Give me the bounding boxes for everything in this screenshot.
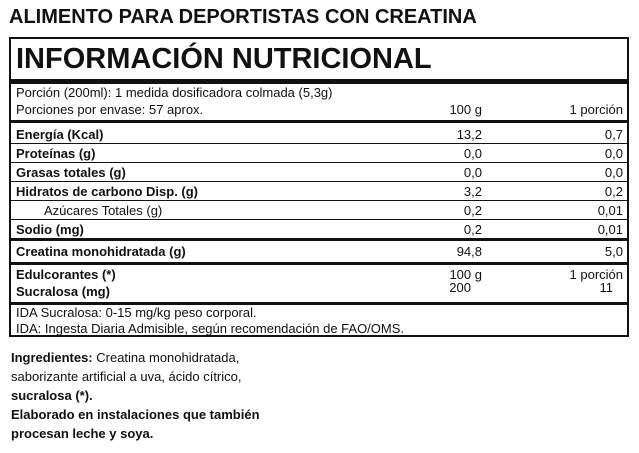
nutrient-value-100g: 0,2	[463, 203, 482, 218]
nutrient-value-100g: 0,0	[463, 165, 482, 180]
sweeteners-header-serving: 1 porción	[569, 267, 623, 282]
column-header-serving: 1 porción	[569, 102, 623, 117]
nutrient-value-100g: 0,0	[463, 146, 482, 161]
ingredients-text: Creatina monohidratada,	[96, 350, 240, 365]
nutrient-row	[11, 201, 627, 220]
nutrient-value-serving: 0,01	[597, 203, 623, 218]
nutrient-label: Azúcares Totales (g)	[44, 203, 163, 218]
allergen-warning: Elaborado en instalaciones que también	[11, 407, 260, 422]
sucralose-value-100g: 200	[449, 280, 471, 295]
nutrient-label: Energía (Kcal)	[16, 127, 104, 142]
title-divider	[11, 79, 627, 84]
nutrient-label: Sodio (mg)	[16, 222, 84, 237]
servings-per-container: Porciones por envase: 57 aprox.	[16, 102, 204, 117]
nutrient-value-100g: 13,2	[456, 127, 482, 142]
section-divider	[11, 238, 627, 241]
nutrient-value-serving: 0,01	[597, 222, 623, 237]
nutrient-label: Grasas totales (g)	[16, 165, 126, 180]
nutrient-row	[11, 125, 627, 144]
allergen-warning: procesan leche y soya.	[11, 426, 154, 441]
serving-size: Porción (200ml): 1 medida dosificadora colmada (5,3g)	[16, 85, 333, 100]
nutrient-row	[11, 220, 627, 239]
nutrient-value-100g: 0,2	[463, 222, 482, 237]
adi-definition: IDA: Ingesta Diaria Admisible, según recomendación de FAO/OMS.	[16, 321, 405, 336]
nutrient-label: Hidratos de carbono Disp. (g)	[16, 184, 199, 199]
nutrient-value-100g: 3,2	[463, 184, 482, 199]
ingredients-line	[11, 348, 411, 367]
column-header-100g: 100 g	[449, 102, 482, 117]
ingredients-line: saborizante artificial a uva, ácido cítrico,	[11, 369, 242, 384]
ingredients-line: sucralosa (*).	[11, 388, 93, 403]
creatine-value-100g: 94,8	[456, 244, 482, 259]
nutrient-value-serving: 0,0	[604, 165, 623, 180]
product-title: ALIMENTO PARA DEPORTISTAS CON CREATINA	[9, 6, 477, 28]
creatine-value-serving: 5,0	[604, 244, 623, 259]
ingredients-block	[11, 348, 411, 443]
sucralose-value-serving: 11	[599, 280, 613, 295]
nutrient-label: Proteínas (g)	[16, 146, 96, 161]
nutrient-value-serving: 0,0	[604, 146, 623, 161]
creatine-row	[11, 242, 627, 261]
sweeteners-label: Edulcorantes (*)	[16, 267, 116, 282]
ingredients-heading: Ingredientes:	[11, 350, 93, 365]
sweeteners-header-100g: 100 g	[449, 267, 482, 282]
adi-note: IDA Sucralosa: 0-15 mg/kg peso corporal.	[16, 305, 257, 320]
nutrient-value-serving: 0,2	[604, 184, 623, 199]
nutrient-row	[11, 163, 627, 182]
section-divider	[11, 262, 627, 265]
nutrient-value-serving: 0,7	[604, 127, 623, 142]
nutrition-facts-panel	[9, 37, 629, 337]
nutrient-row	[11, 182, 627, 201]
nutrient-row	[11, 144, 627, 163]
sucralose-label: Sucralosa (mg)	[16, 284, 110, 299]
header-divider	[11, 120, 627, 123]
creatine-label: Creatina monohidratada (g)	[16, 244, 186, 259]
panel-title: INFORMACIÓN NUTRICIONAL	[16, 43, 432, 75]
